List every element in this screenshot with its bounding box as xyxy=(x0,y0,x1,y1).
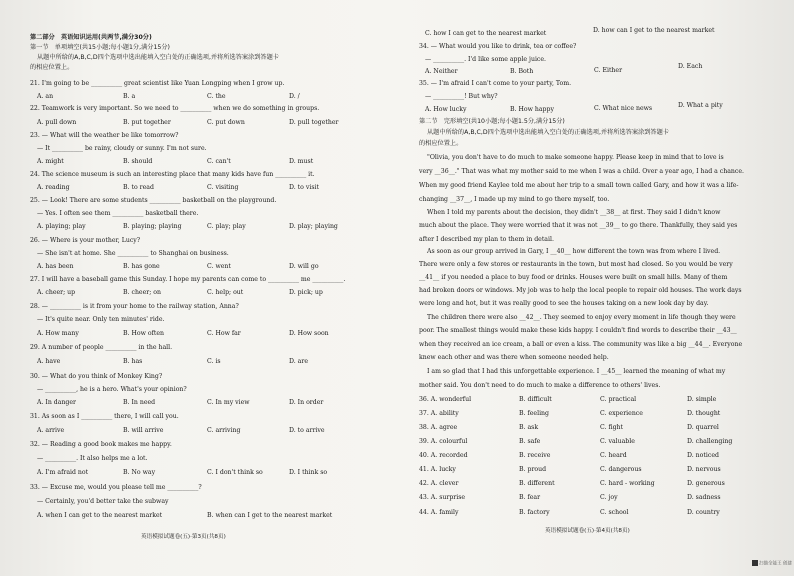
cloze-43-option-a: 43. A. surprise xyxy=(419,494,466,501)
question-33-option-a: A. when I can get to the nearest market xyxy=(37,512,163,519)
question-32-stem: 32. — Reading a good book makes me happy. xyxy=(30,441,172,448)
question-26-option-b: B. has gone xyxy=(123,263,160,270)
question-32-option-a: A. I'm afraid not xyxy=(37,469,89,476)
question-22-option-c: C. put down xyxy=(207,119,245,126)
cloze-41-option-d: D. nervous xyxy=(687,466,721,473)
cloze-38-option-d: D. quarrel xyxy=(687,424,719,431)
cloze-40-option-b: B. receive xyxy=(519,452,551,459)
question-32-stem-reply: — __________. It also helps me a lot. xyxy=(37,455,148,462)
section2-instructions-cont: 的相应位置上。 xyxy=(419,140,463,147)
passage-line: after I described my plan to them in detail. xyxy=(419,236,554,243)
question-30-option-b: B. In need xyxy=(123,399,156,406)
cloze-36-option-d: D. simple xyxy=(687,396,717,403)
question-26-stem: 26. — Where is your mother, Lucy? xyxy=(30,237,141,244)
passage-line: There were only a few stores or restaurants in the town, but most had closed. So you would be very xyxy=(419,261,733,268)
question-26-option-d: D. will go xyxy=(289,263,319,270)
right-page xyxy=(397,0,794,576)
passage-line: __41__ if you needed a place to buy food or drinks. Houses were built on small hills. Many of them xyxy=(419,274,728,281)
question-30-option-c: C. In my view xyxy=(207,399,250,406)
question-30-option-d: D. In order xyxy=(289,399,324,406)
passage-line: when they received an ice cream, a ball or even a kiss. The community was like a big __44__. Everyone xyxy=(419,341,743,348)
question-31-option-d: D. to arrive xyxy=(289,427,325,434)
question-21-stem: 21. I'm going to be __________ great scientist like Yuan Longping when I grow up. xyxy=(30,80,285,87)
question-24-option-c: C. visiting xyxy=(207,184,239,191)
question-29-stem: 29. A number of people __________ in the hall. xyxy=(30,344,173,351)
passage-line: changing __37__, I made up my mind to go there myself, too. xyxy=(419,196,610,203)
question-34-stem: 34. — What would you like to drink, tea or coffee? xyxy=(419,43,577,50)
question-35-option-c: C. What nice news xyxy=(594,105,653,112)
question-24-stem: 24. The science museum is such an interesting place that many kids have fun __________ it. xyxy=(30,171,315,178)
question-35-stem-reply: — __________! But why? xyxy=(425,93,498,100)
cloze-38-option-b: B. ask xyxy=(519,424,539,431)
question-35-option-d: D. What a pity xyxy=(678,102,723,109)
section2-title: 第二节 完形填空(共10小题;每小题1.5分,满分15分) xyxy=(419,118,565,125)
question-21-option-c: C. the xyxy=(207,93,226,100)
cloze-42-option-b: B. different xyxy=(519,480,555,487)
section1-instructions-cont: 的相应位置上。 xyxy=(30,64,74,71)
question-22-stem: 22. Teamwork is very important. So we need to __________ when we do something in groups. xyxy=(30,105,320,112)
question-23-stem-reply: — It __________ be rainy, cloudy or sunny. I'm not sure. xyxy=(37,145,207,152)
question-30-option-a: A. In danger xyxy=(37,399,77,406)
question-29-option-b: B. has xyxy=(123,358,143,365)
question-23-option-d: D. must xyxy=(289,158,314,165)
passage-line: mother said. You don't need to do much to make a difference to others' lives. xyxy=(419,382,661,389)
cloze-37-option-d: D. thought xyxy=(687,410,721,417)
question-21-option-d: D. / xyxy=(289,93,300,100)
cloze-39-option-c: C. valuable xyxy=(600,438,635,445)
question-34-option-d: D. Each xyxy=(678,63,703,70)
passage-line: very __36__." That was what my mother said to me when I was a child. Over a year ago, I had a chance. xyxy=(419,168,745,175)
question-27-option-b: B. cheer; on xyxy=(123,289,161,296)
question-31-option-c: C. arriving xyxy=(207,427,241,434)
question-26-stem-reply: — She isn't at home. She __________ to Shanghai on business. xyxy=(37,250,229,257)
question-24-option-d: D. to visit xyxy=(289,184,319,191)
question-31-stem: 31. As soon as I __________ there, I will call you. xyxy=(30,413,179,420)
scanner-watermark xyxy=(752,560,792,567)
cloze-44-option-d: D. country xyxy=(687,509,720,516)
part-title: 第二部分 英语知识运用(共两节,满分30分) xyxy=(30,34,152,41)
question-23-option-c: C. can't xyxy=(207,158,231,165)
question-24-option-b: B. to read xyxy=(123,184,154,191)
question-22-option-b: B. put together xyxy=(123,119,171,126)
section1-instructions: 从题中所给的A,B,C,D四个选项中选出能填入空白处的正确选项,并将所选答案涂到答题卡 xyxy=(37,54,279,61)
question-22-option-a: A. pull down xyxy=(37,119,77,126)
question-34-stem-reply: — __________. I'd like some apple juice. xyxy=(425,56,547,63)
question-25-stem-reply: — Yes. I often see them __________ basketball there. xyxy=(37,210,199,217)
cloze-44-option-c: C. school xyxy=(600,509,629,516)
question-25-option-a: A. playing; play xyxy=(37,223,86,230)
cloze-42-option-d: D. generous xyxy=(687,480,725,487)
question-29-option-c: C. is xyxy=(207,358,221,365)
cloze-43-option-b: B. fear xyxy=(519,494,541,501)
question-35-option-b: B. How happy xyxy=(510,106,554,113)
question-35-stem: 35. — I'm afraid I can't come to your party, Tom. xyxy=(419,80,572,87)
question-30-stem-reply: — __________, he is a hero. What's your opinion? xyxy=(37,386,187,393)
question-27-stem: 27. I will have a baseball game this Sunday. I hope my parents can come to __________ me __________. xyxy=(30,276,346,283)
question-23-stem: 23. — What will the weather be like tomorrow? xyxy=(30,132,179,139)
cloze-39-option-d: D. challenging xyxy=(687,438,733,445)
question-31-option-b: B. will arrive xyxy=(123,427,164,434)
cloze-43-option-c: C. joy xyxy=(600,494,618,501)
page-footer-right: 英语模拟试题卷(五)·第4页(共8页) xyxy=(545,528,630,534)
question-21-option-b: B. a xyxy=(123,93,136,100)
section1-title: 第一节 单项填空(共15小题;每小题1分,满分15分) xyxy=(30,44,170,51)
watermark-text: 扫描全能王 创建 xyxy=(759,561,792,567)
question-24-option-a: A. reading xyxy=(37,184,70,191)
question-27-option-d: D. pick; up xyxy=(289,289,323,296)
question-34-option-a: A. Neither xyxy=(425,68,458,75)
cloze-43-option-d: D. sadness xyxy=(687,494,721,501)
passage-line: knew each other and was there when someone needed help. xyxy=(419,354,609,361)
question-21-option-a: A. an xyxy=(37,93,54,100)
qr-icon xyxy=(752,560,758,566)
question-34-option-c: C. Either xyxy=(594,67,623,74)
cloze-36-option-c: C. practical xyxy=(600,396,637,403)
question-33-option-b: B. when can I get to the nearest market xyxy=(207,512,333,519)
question-33-option-c: C. how I can get to the nearest market xyxy=(425,30,547,37)
passage-line: much about the place. They were worried that it was not __39__ to go there. Thankfully, they said yes xyxy=(419,222,738,229)
question-32-option-b: B. No way xyxy=(123,469,156,476)
cloze-39-option-b: B. safe xyxy=(519,438,541,445)
passage-line: As soon as our group arrived in Gary, I __40__ how different the town was from where I lived. xyxy=(427,248,721,255)
question-26-option-c: C. went xyxy=(207,263,231,270)
question-32-option-d: D. I think so xyxy=(289,469,328,476)
question-32-option-c: C. I don't think so xyxy=(207,469,263,476)
cloze-42-option-c: C. hard - working xyxy=(600,480,655,487)
cloze-41-option-b: B. proud xyxy=(519,466,547,473)
cloze-42-option-a: 42. A. clever xyxy=(419,480,459,487)
question-25-option-b: B. playing; playing xyxy=(123,223,182,230)
question-25-stem: 25. — Look! There are some students __________ basketball on the playground. xyxy=(30,197,277,204)
question-29-option-a: A. have xyxy=(37,358,61,365)
passage-line: When my good friend Kaylee told me about her trip to a small town called Gary, and how it was a life- xyxy=(419,182,739,189)
question-28-option-b: B. How often xyxy=(123,330,165,337)
question-26-option-a: A. has been xyxy=(37,263,74,270)
question-33-stem-reply: — Certainly, you'd better take the subway xyxy=(37,498,169,505)
cloze-36-option-b: B. difficult xyxy=(519,396,552,403)
cloze-40-option-d: D. noticed xyxy=(687,452,719,459)
question-30-stem: 30. — What do you think of Monkey King? xyxy=(30,373,163,380)
question-35-option-a: A. How lucky xyxy=(425,106,467,113)
passage-line: poor. The smallest things would make these kids happy. I couldn't find words to describe their __43__ xyxy=(419,327,737,334)
question-23-option-a: A. might xyxy=(37,158,64,165)
cloze-40-option-c: C. heard xyxy=(600,452,627,459)
question-33-option-d: D. how can I get to the nearest market xyxy=(593,27,715,34)
cloze-37-option-b: B. feeling xyxy=(519,410,549,417)
passage-line: were long and hot, but it was really good to see the houses taking on a new look day by day. xyxy=(419,300,709,307)
cloze-37-option-c: C. experience xyxy=(600,410,643,417)
question-28-option-d: D. How soon xyxy=(289,330,329,337)
question-29-option-d: D. are xyxy=(289,358,308,365)
cloze-41-option-c: C. dangerous xyxy=(600,466,642,473)
cloze-44-option-a: 44. A. family xyxy=(419,509,459,516)
question-28-stem-reply: — It's quite near. Only ten minutes' ride. xyxy=(37,316,165,323)
cloze-40-option-a: 40. A. recorded xyxy=(419,452,468,459)
cloze-39-option-a: 39. A. colourful xyxy=(419,438,468,445)
passage-line: When I told my parents about the decision, they didn't __38__ at first. They said I didn't know xyxy=(427,209,721,216)
cloze-36-option-a: 36. A. wonderful xyxy=(419,396,472,403)
cloze-38-option-c: C. fight xyxy=(600,424,624,431)
question-31-option-a: A. arrive xyxy=(37,427,65,434)
question-22-option-d: D. pull together xyxy=(289,119,339,126)
cloze-41-option-a: 41. A. lucky xyxy=(419,466,456,473)
question-34-option-b: B. Both xyxy=(510,68,534,75)
passage-line: I am so glad that I had this unforgettable experience. I __45__ learned the meaning of what my xyxy=(427,368,726,375)
cloze-37-option-a: 37. A. ability xyxy=(419,410,459,417)
question-23-option-b: B. should xyxy=(123,158,153,165)
passage-line: had broken doors or windows. My job was to help the local people to repair old houses. The work days xyxy=(419,287,742,294)
cloze-44-option-b: B. factory xyxy=(519,509,550,516)
question-27-option-c: C. help; out xyxy=(207,289,244,296)
question-28-option-c: C. How far xyxy=(207,330,241,337)
passage-line: "Olivia, you don't have to do much to make someone happy. Please keep in mind that to love is xyxy=(427,154,724,161)
question-25-option-d: D. play; playing xyxy=(289,223,338,230)
question-27-option-a: A. cheer; up xyxy=(37,289,76,296)
question-28-option-a: A. How many xyxy=(37,330,79,337)
question-25-option-c: C. play; play xyxy=(207,223,246,230)
question-33-stem: 33. — Excuse me, would you please tell me __________? xyxy=(30,484,202,491)
section2-instructions: 从题中所给的A,B,C,D四个选项中选出能填入空白处的正确选项,并将所选答案涂到答题卡 xyxy=(427,129,669,136)
question-28-stem: 28. — __________ is it from your home to the railway station, Anna? xyxy=(30,303,239,310)
passage-line: The children there were also __42__. They seemed to enjoy every moment in life though they were xyxy=(427,314,736,321)
cloze-38-option-a: 38. A. agree xyxy=(419,424,458,431)
page-footer-left: 英语模拟试题卷(五)·第3页(共8页) xyxy=(141,534,226,540)
